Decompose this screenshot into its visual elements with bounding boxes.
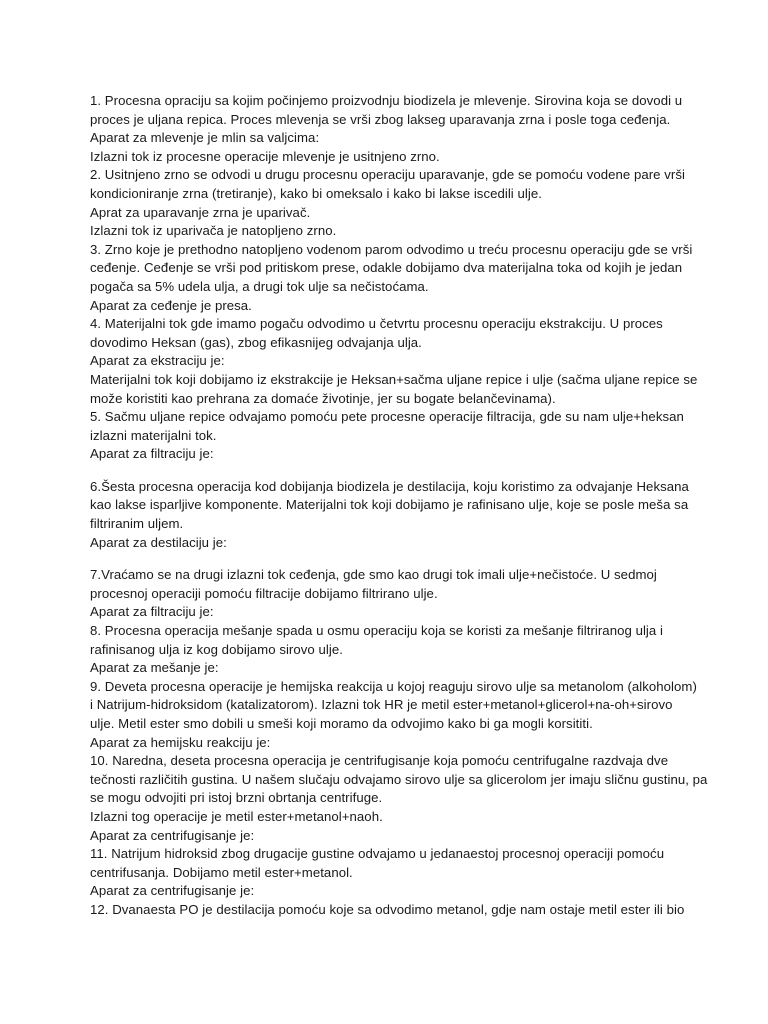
- text-line: kao lakse isparljive komponente. Materijalni tok koji dobijamo je rafinisano ulje, koje se posle meša sa: [90, 497, 689, 513]
- text-line: 10. Naredna, deseta procesna operacija je centrifugisanje koja pomoću centrifugalne razdvaja dve: [90, 753, 669, 769]
- text-line: 8. Procesna operacija mešanje spada u osmu operaciju koja se koristi za mešanje filtriranog ulja i: [90, 623, 663, 639]
- text-line: može koristiti kao prehrana za domaće životinje, jer su bogate belančevinama).: [90, 390, 556, 406]
- text-line: 7.Vraćamo se na drugi izlazni tok ceđenja, gde smo kao drugi tok imali ulje+nečistoće. U sedmoj: [90, 567, 657, 583]
- text-line: Aparat za destilaciju je:: [90, 534, 227, 550]
- text-line: rafinisanog ulja iz kog dobijamo sirovo ulje.: [90, 641, 343, 657]
- text-line: ceđenje. Ceđenje se vrši pod pritiskom prese, odakle dobijamo dva materijalna toka od kojih je jedan: [90, 260, 683, 276]
- text-line: 6.Šesta procesna operacija kod dobijanja biodizela je destilacija, koju koristimo za odvajanje Heksana: [90, 478, 689, 494]
- text-line: 11. Natrijum hidroksid zbog drugacije gustine odvajamo u jedanaestoj procesnoj operaciji pomoću: [90, 846, 665, 862]
- text-line: Aparat za hemijsku reakciju je:: [90, 734, 271, 750]
- text-line: Izlazni tog operacije je metil ester+metanol+naoh.: [90, 808, 383, 824]
- text-line: 12. Dvanaesta PO je destilacija pomoću koje sa odvodimo metanol, gdje nam ostaje metil ester ili bio: [90, 901, 685, 917]
- text-line: i Natrijum-hidroksidom (katalizatorom). Izlazni tok HR je metil ester+metanol+glicerol+na-oh+sirovo: [90, 697, 673, 713]
- text-line: se mogu odvojiti pri istoj brzni obrtanja centrifuge.: [90, 790, 383, 806]
- text-line: 3. Zrno koje je prethodno natopljeno vodenom parom odvodimo u treću procesnu operaciju gde se vrši: [90, 241, 693, 257]
- text-line: Izlazni tok iz procesne operacije mlevenje je usitnjeno zrno.: [90, 148, 440, 164]
- text-line: Izlazni tok iz uparivača je natopljeno zrno.: [90, 223, 337, 239]
- text-line: tečnosti različitih gustina. U našem slučaju odvajamo sirovo ulje sa glicerolom jer imaju sličnu gustinu, pa: [90, 771, 708, 787]
- text-line: Aparat za filtraciju je:: [90, 446, 214, 462]
- text-line: 9. Deveta procesna operacije je hemijska reakcija u kojoj reaguju sirovo ulje sa metanolom (alkoholom): [90, 678, 697, 694]
- text-line: izlazni materijalni tok.: [90, 427, 217, 443]
- text-line: Aparat za ekstraciju je:: [90, 353, 225, 369]
- text-line: proces je uljana repica. Proces mlevenja se vrši zbog lakseg uparavanja zrna i posle toga ceđenja.: [90, 111, 671, 127]
- paragraph-gap: [90, 464, 680, 478]
- document-body: [90, 92, 708, 920]
- text-line: pogača sa 5% udela ulja, a drugi tok ulje sa nečistoćama.: [90, 278, 429, 294]
- paragraph-gap: [90, 552, 680, 566]
- text-line: kondicioniranje zrna (tretiranje), kako bi omeksalo i kako bi lakse iscedili ulje.: [90, 185, 542, 201]
- text-line: Aprat za uparavanje zrna je uparivač.: [90, 204, 311, 220]
- text-line: 4. Materijalni tok gde imamo pogaču odvodimo u četvrtu procesnu operaciju ekstrakciju. U proces: [90, 316, 663, 332]
- text-line: 1. Procesna opraciju sa kojim počinjemo proizvodnju biodizela je mlevenje. Sirovina koja se dovodi u: [90, 93, 683, 108]
- text-line: Materijalni tok koji dobijamo iz ekstrakcije je Heksan+sačma uljane repice i ulje (sačma uljane repice se: [90, 371, 698, 387]
- text-line: Aparat za mešanje je:: [90, 660, 219, 676]
- text-line: centrifusanja. Dobijamo metil ester+metanol.: [90, 864, 353, 880]
- text-line: 5. Sačmu uljane repice odvajamo pomoću pete procesne operacije filtracija, gde su nam ulje+heksan: [90, 409, 684, 425]
- text-line: dovodimo Heksan (gas), zbog efikasnijeg odvajanja ulja.: [90, 334, 422, 350]
- text-line: Aparat za filtraciju je:: [90, 604, 214, 620]
- text-line: Aparat za centrifugisanje je:: [90, 883, 255, 899]
- text-line: filtriranim uljem.: [90, 516, 184, 532]
- text-line: 2. Usitnjeno zrno se odvodi u drugu procesnu operaciju uparavanje, gde se pomoću vodene pare vrši: [90, 167, 685, 183]
- text-line: Aparat za mlevenje je mlin sa valjcima:: [90, 130, 320, 146]
- text-line: ulje. Metil ester smo dobili u smeši koji moramo da odvojimo kako bi ga mogli korsititi.: [90, 716, 593, 731]
- text-line: Aparat za centrifugisanje je:: [90, 827, 255, 843]
- text-line: procesnoj operaciji pomoću filtracije dobijamo filtrirano ulje.: [90, 585, 438, 601]
- text-line: Aparat za ceđenje je presa.: [90, 297, 252, 313]
